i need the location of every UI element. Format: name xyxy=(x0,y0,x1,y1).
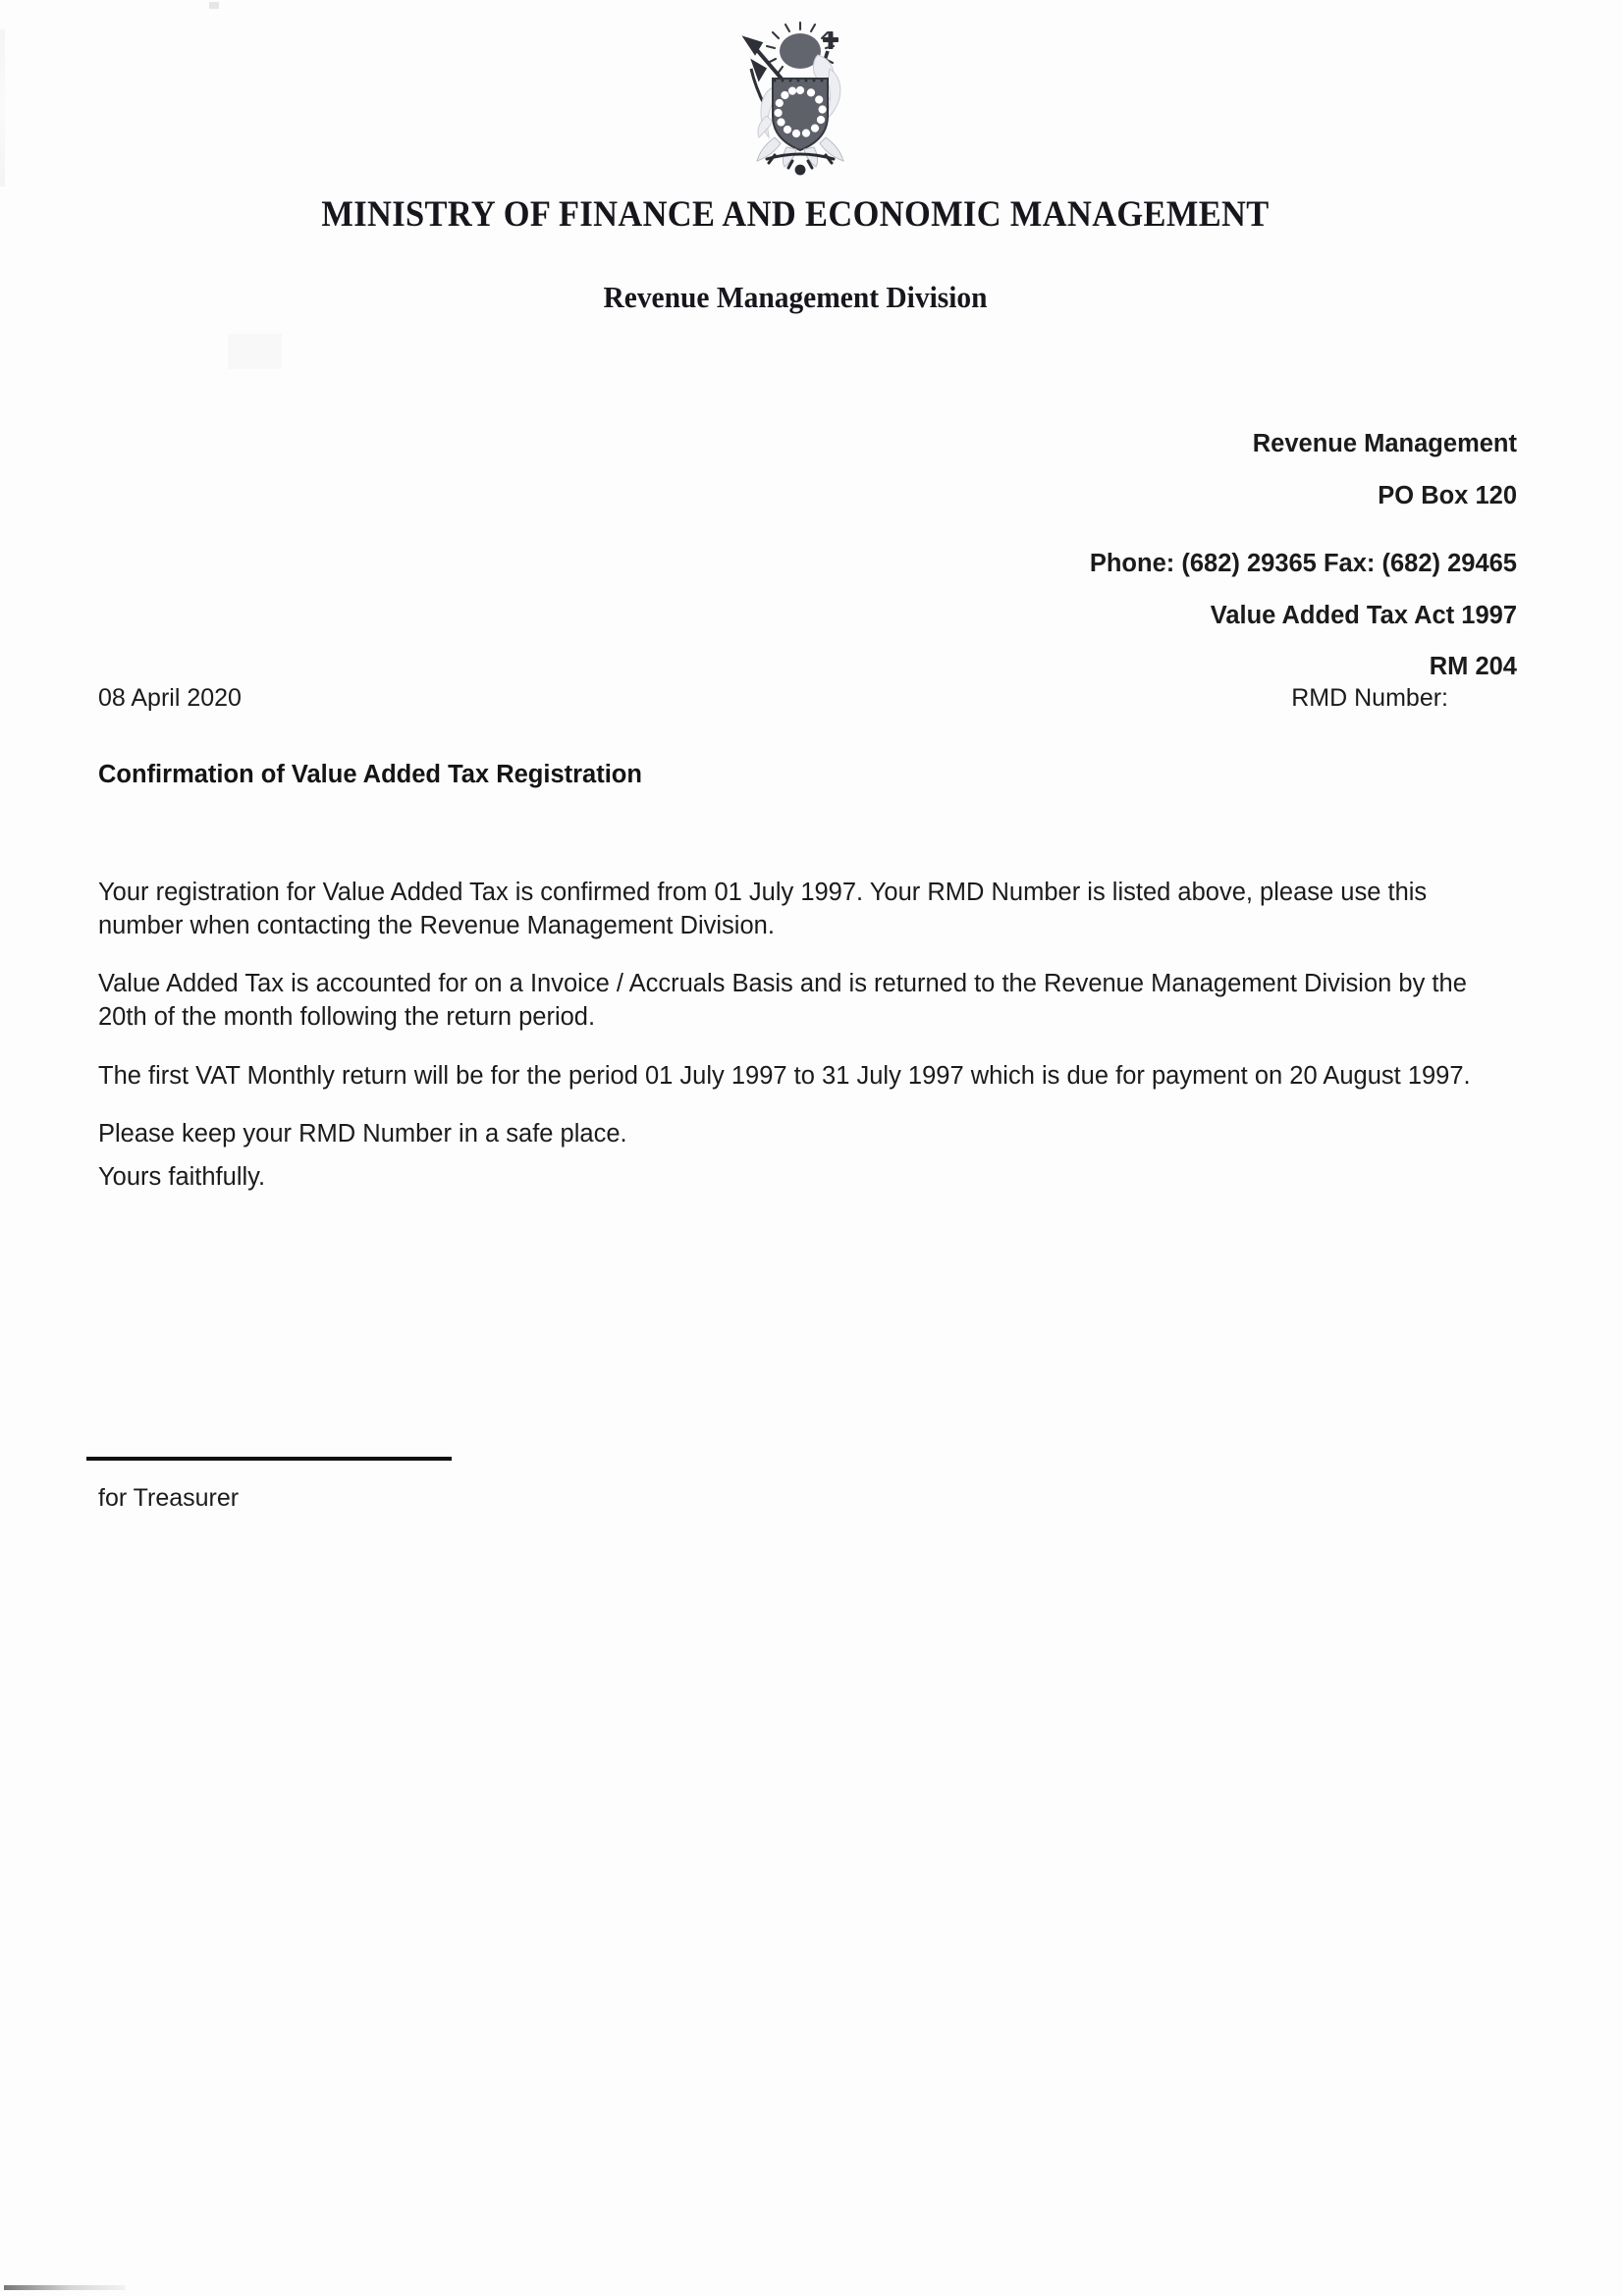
scan-artifact-left-edge xyxy=(0,29,5,187)
body-paragraph-first-return: The first VAT Monthly return will be for the period 01 July 1997 to 31 July 1997 which is due for payment on 20 August 1997. xyxy=(98,1061,1471,1090)
address-line-department: Revenue Management xyxy=(1252,430,1517,457)
body-paragraph-safekeeping: Please keep your RMD Number in a safe place. xyxy=(98,1120,627,1148)
subject-line: Confirmation of Value Added Tax Registration xyxy=(98,761,642,788)
organization-subtitle: Revenue Management Division xyxy=(603,280,988,315)
body-paragraph-registration: Your registration for Value Added Tax is confirmed from 01 July 1997. Your RMD Number is listed above, please use this number when contacting the Revenue Management Division. xyxy=(98,879,1428,939)
scan-artifact-smudge xyxy=(228,334,282,369)
letterhead xyxy=(0,194,1591,315)
letter-date: 08 April 2020 xyxy=(98,684,242,712)
address-line-po-box: PO Box 120 xyxy=(1378,481,1517,509)
address-line-form-code: RM 204 xyxy=(1429,653,1517,680)
coat-of-arms-icon xyxy=(731,22,869,179)
address-line-phone-fax: Phone: (682) 29365 Fax: (682) 29465 xyxy=(1089,550,1517,577)
rmd-number-label: RMD Number: xyxy=(1291,684,1448,712)
body-paragraph-accounting-basis: Value Added Tax is accounted for on a Invoice / Accruals Basis and is returned to the Revenue Management Division by the 20th of the month following the return period. xyxy=(98,970,1467,1031)
letter-body xyxy=(98,877,1477,1220)
body-paragraph-closing: Yours faithfully. xyxy=(98,1162,266,1191)
scan-artifact-bottom xyxy=(4,2285,126,2290)
scan-artifact-top xyxy=(209,2,219,9)
address-block xyxy=(1090,432,1517,680)
signature-caption: for Treasurer xyxy=(98,1484,240,1512)
signature-rule xyxy=(86,1457,452,1461)
address-line-act: Value Added Tax Act 1997 xyxy=(1210,601,1517,629)
organization-title: MINISTRY OF FINANCE AND ECONOMIC MANAGEMENT xyxy=(321,194,1270,235)
